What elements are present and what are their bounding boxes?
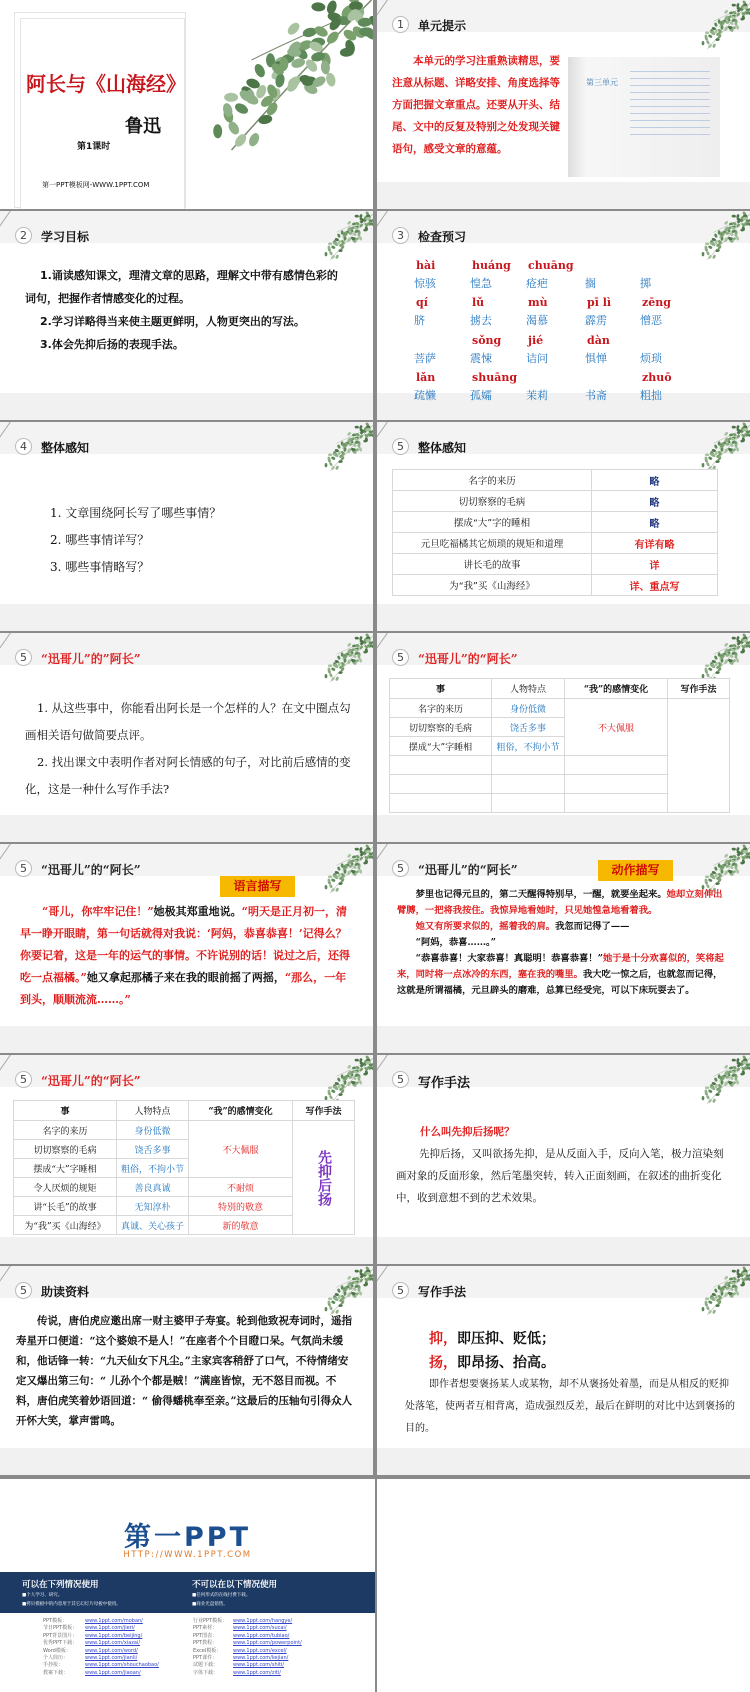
leaves-decoration (318, 422, 373, 477)
slide-heading: 写作手法 (418, 1285, 467, 1299)
trait-cell: 粗俗，不拘小节 (492, 737, 565, 756)
pinyin: qí (416, 296, 428, 309)
brand-url: HTTP://WWW.1PPT.COM (123, 1550, 252, 1560)
resource-link[interactable]: www.1ppt.com/jiaoan/ (85, 1669, 141, 1676)
leaves-decoration (318, 211, 373, 266)
trait-cell: 真诚、关心孩子 (117, 1216, 189, 1235)
link-row (43, 1625, 159, 1632)
link-label: PPT教程： (193, 1640, 218, 1647)
vocab-word: 惶急 (470, 277, 492, 290)
slide-writing-method-explained[interactable] (377, 1266, 750, 1475)
event-cell: 切切察察的毛病 (390, 718, 492, 737)
vocab-word: 粗拙 (640, 389, 662, 402)
trait-cell: 饶舌多事 (117, 1140, 189, 1159)
slide-heading: “迅哥儿”的“阿长” (41, 863, 141, 877)
event-cell: 为“我”买《山海经》 (393, 575, 592, 596)
table-row (393, 554, 718, 575)
resource-link[interactable]: www.1ppt.com/shouchaobao/ (85, 1662, 159, 1669)
yang-definition: 即昂扬、抬高。 (457, 1355, 555, 1371)
resource-link[interactable]: www.1ppt.com/hangye/ (233, 1618, 293, 1624)
resource-link[interactable]: www.1ppt.com/shiti/ (233, 1662, 285, 1669)
slide-overall-table[interactable] (377, 422, 750, 631)
slide-writing-method-definition[interactable] (377, 1055, 750, 1264)
link-label: 试题下载： (193, 1662, 219, 1669)
link-row (193, 1662, 302, 1669)
footer-band (377, 815, 750, 842)
feeling-cell: 不大佩服 (189, 1121, 293, 1178)
plain-text: 她又拿起那橘子来在我的眼前摇了两摇， (86, 971, 285, 984)
slide-heading: 助读资料 (41, 1285, 90, 1299)
vocab-word: 震悚 (470, 352, 492, 365)
section-number: 5 (15, 1282, 32, 1299)
footer-band (0, 815, 373, 842)
header-cell: 写作手法 (668, 679, 730, 699)
link-row (43, 1648, 159, 1655)
link-label: PPT素材： (193, 1625, 218, 1632)
usage-band (0, 1572, 375, 1613)
header-cell: 事 (14, 1101, 117, 1121)
unit-image (568, 57, 720, 177)
brand-logo: 第一PPT (124, 1522, 251, 1553)
slide-heading: 整体感知 (418, 441, 467, 455)
event-cell: 令人厌烦的规矩 (14, 1178, 117, 1197)
leaves-icon (695, 211, 750, 266)
unit-tip-text: 本单元的学习注重熟读精思，要注意从标题、详略安排、角度选择等方面把握文章重点。还要从开头、结尾、文中的反复及特别之处发现关键语句，感受文章的意蕴。 (392, 55, 560, 155)
character-table (13, 1100, 355, 1235)
vocab-word: 掳去 (470, 314, 492, 327)
slide-heading: “迅哥儿”的”阿长” (41, 652, 141, 666)
event-cell: 摆成“大”字睡相 (14, 1159, 117, 1178)
header-cell: 写作手法 (293, 1101, 355, 1121)
resource-link[interactable]: www.1ppt.com/powerpoint/ (233, 1640, 302, 1647)
excerpt-paragraph (397, 919, 727, 935)
highlighted-text: “哥儿，你牢牢记住！” (42, 905, 154, 918)
yi-keyword: 抑， (429, 1331, 457, 1347)
header-cell: 人物特点 (492, 679, 565, 699)
trait-cell: 粗俗，不拘小节 (117, 1159, 189, 1178)
section-number: 5 (392, 649, 409, 666)
vocab-word: 菩萨 (414, 352, 436, 365)
allowed-item: ■个人学习、研究。 (22, 1593, 63, 1598)
slide-title[interactable] (0, 0, 373, 209)
excerpt-paragraph (397, 887, 727, 919)
header-cell: 人物特点 (117, 1101, 189, 1121)
forbidden-title: 不可以在以下情况使用 (192, 1580, 278, 1590)
feeling-cell: 不耐烦 (189, 1178, 293, 1197)
vocab-word: 疮疤 (526, 277, 548, 290)
link-label: PPT图表： (193, 1632, 218, 1639)
footer-band (0, 604, 373, 631)
link-row (193, 1640, 302, 1647)
allowed-item: ■拷贝模板中的内容用于其它幻灯片母板中使用。 (22, 1602, 121, 1607)
slide-heading: 学习目标 (41, 230, 90, 244)
pinyin: lǎn (416, 371, 436, 384)
header-cell: “我”的感情变化 (565, 679, 668, 699)
section-number: 5 (15, 1071, 32, 1088)
link-row (43, 1640, 159, 1647)
leaves-decoration (190, 0, 373, 160)
yi-definition: 即压抑、贬低； (457, 1331, 555, 1347)
link-row (193, 1670, 302, 1677)
table-row (393, 470, 718, 491)
footer-band (377, 182, 750, 209)
link-row (43, 1662, 159, 1669)
resource-link[interactable]: www.1ppt.com/xiazai/ (85, 1640, 141, 1647)
slide-heading: “迅哥儿”的“阿长” (418, 652, 518, 666)
pinyin: huáng (472, 259, 511, 272)
pinyin: hài (416, 259, 436, 272)
highlighted-text: 她于是十分欢喜似的，笑将起来，同时将一点冰冷的东西，塞在我的嘴里。 (397, 953, 724, 980)
highlighted-text: “明天是正月初一，清早一睁开眼睛，第一句话就得对我说：‘阿妈，恭喜恭喜！’记得么？你要记着，这是一年的运气的事情。不许说别的话！说过之后，还得吃一点福橘。” (20, 905, 350, 984)
trait-cell: 身份低微 (492, 699, 565, 718)
leaves-decoration (695, 0, 750, 55)
detail-level-cell: 详 (592, 554, 718, 575)
slide-goals[interactable] (0, 211, 373, 420)
pinyin: dàn (587, 334, 610, 347)
pinyin: shuāng (472, 371, 518, 384)
footer-band (0, 1237, 373, 1264)
slide-unit-tips[interactable] (377, 0, 750, 209)
slide-language-description[interactable] (0, 844, 373, 1053)
trait-cell: 无知淳朴 (117, 1197, 189, 1216)
feeling-cell: 特别的敬意 (189, 1197, 293, 1216)
footer-site: 第一PPT模板网-WWW.1PPT.COM (42, 181, 150, 189)
vocab-word: 烦琐 (640, 352, 662, 365)
links-left (43, 1618, 159, 1677)
method-cell (668, 699, 730, 813)
leaves-icon (190, 0, 373, 160)
event-cell: 为“我”买《山海经》 (14, 1216, 117, 1235)
vocab-word: 疏懒 (414, 389, 436, 402)
resource-link[interactable]: www.1ppt.com/kejian/ (233, 1655, 289, 1662)
header-cell: “我”的感情变化 (189, 1101, 293, 1121)
event-cell: 名字的来历 (390, 699, 492, 718)
vocab-word: 渴慕 (526, 314, 548, 327)
detail-level-cell: 详、重点写 (592, 575, 718, 596)
section-number: 5 (392, 438, 409, 455)
link-row (193, 1625, 302, 1632)
vocab-word: 霹雳 (585, 314, 607, 327)
link-label: 个人简历： (43, 1655, 69, 1662)
section-number: 5 (392, 860, 409, 877)
question: 3. 哪些事情略写？ (50, 560, 150, 574)
footer-band (0, 1026, 373, 1053)
link-label: 字体下载： (193, 1669, 219, 1676)
empty-area (377, 1479, 750, 1692)
resource-link[interactable]: www.1ppt.com/excel/ (233, 1647, 287, 1654)
vocab-word: 脐 (414, 314, 425, 327)
slide-brand-end[interactable] (0, 1479, 375, 1692)
leaves-decoration (318, 633, 373, 688)
event-cell: 切切察察的毛病 (393, 491, 592, 512)
goal-item: 2.学习详略得当来使主题更鲜明，人物更突出的写法。 (40, 315, 305, 328)
footer-band (377, 1237, 750, 1264)
link-label: 教案下载： (43, 1669, 69, 1676)
section-number: 5 (15, 649, 32, 666)
highlighted-text: “那么，一年到头，顺顺流流……。” (20, 971, 347, 1006)
highlighted-text: 她又有所要求似的，摇着我的肩。 (415, 921, 556, 932)
question: 2. 哪些事情详写？ (50, 533, 150, 547)
table-row (393, 533, 718, 554)
section-number: 5 (392, 1282, 409, 1299)
resource-link[interactable]: www.1ppt.com/sucai/ (233, 1625, 287, 1632)
link-label: 手抄报： (43, 1662, 64, 1669)
plain-text: “恭喜恭喜！大家恭喜！真聪明！恭喜恭喜！” (415, 953, 603, 964)
section-number: 3 (392, 227, 409, 244)
section-number: 2 (15, 227, 32, 244)
link-label: 行业PPT模板： (193, 1618, 228, 1624)
vocab-word: 惊骇 (414, 277, 436, 290)
discussion-question: 2. 找出课文中表明作者对阿长情感的句子，对比前后感情的变化，这是一种什么写作手法? (25, 755, 351, 796)
lesson-title: 阿长与《山海经》 (26, 72, 186, 96)
pinyin: chuāng (528, 259, 574, 272)
vocab-word: 搁 (585, 277, 596, 290)
vocab-word: 憎恶 (640, 314, 662, 327)
excerpt-paragraph (397, 935, 727, 951)
footer-band (377, 1448, 750, 1475)
link-label: PPT模板： (43, 1618, 68, 1624)
vocab-word: 惧惮 (585, 352, 607, 365)
leaves-icon (695, 1266, 750, 1321)
method-explanation: 即作者想要褒扬某人或某物，却不从褒扬处着墨，而是从相反的贬抑处落笔，使两者互相背离，造成强烈反差，最后在鲜明的对比中达到褒扬的目的。 (405, 1379, 735, 1434)
plain-text: “阿妈，恭喜……。” (415, 937, 497, 948)
plain-text: 她极其郑重地说。 (153, 905, 242, 918)
character-table (389, 678, 730, 813)
unit-image-label: 第三单元 (586, 78, 618, 87)
method-cell: 先抑后扬 (293, 1121, 355, 1235)
leaves-icon (318, 422, 373, 477)
slide-character-table-full[interactable] (0, 1055, 373, 1264)
leaves-icon (695, 0, 750, 55)
language-description-badge: 语言描写 (220, 876, 295, 897)
link-label: PPT背景图片： (43, 1632, 78, 1639)
pinyin: mù (528, 296, 548, 309)
detail-level-cell: 略 (592, 512, 718, 533)
section-number: 1 (392, 16, 409, 33)
leaves-decoration (695, 1055, 750, 1110)
leaves-icon (695, 1055, 750, 1110)
table-row (393, 491, 718, 512)
event-cell: 切切察察的毛病 (14, 1140, 117, 1159)
discussion-question: 1. 从这些事中，你能看出阿长是一个怎样的人？在文中圈点勾画相关语句做简要点评。 (25, 701, 351, 742)
slide-character-table-partial[interactable] (377, 633, 750, 842)
footer-band (0, 1448, 373, 1475)
event-cell: 元旦吃福橘其它烦琐的规矩和道理 (393, 533, 592, 554)
event-cell: 摆成“大”字的睡相 (393, 512, 592, 533)
section-number: 5 (15, 860, 32, 877)
slide-heading: “迅哥儿”的“阿长” (41, 1074, 141, 1088)
link-label: Excel模板： (193, 1647, 222, 1654)
header-cell: 事 (390, 679, 492, 699)
link-row (193, 1648, 302, 1655)
section-number: 5 (392, 1071, 409, 1088)
vocab-word: 书斋 (585, 389, 607, 402)
resource-link[interactable]: www.1ppt.com/ziti/ (233, 1669, 281, 1676)
vocab-word: 孤孀 (470, 389, 492, 402)
slide-heading: “迅哥儿”的“阿长” (418, 863, 518, 877)
forbidden-item: ■商业光盘销售。 (192, 1602, 228, 1607)
slide-overall-questions[interactable] (0, 422, 373, 631)
vocab-word: 掷 (640, 277, 651, 290)
event-cell: 讲“长毛”的故事 (14, 1197, 117, 1216)
resource-link[interactable]: www.1ppt.com/word/ (85, 1647, 138, 1654)
method-definition: 先抑后扬，又叫欲扬先抑，是从反面入手，反向入笔，极力渲染刻画对象的反面形象，然后笔墨突转，转入正面刻画，在叙述的曲折变化中，收到意想不到的艺术效果。 (396, 1148, 724, 1204)
pinyin: lǔ (472, 296, 485, 309)
author: 鲁迅 (125, 116, 161, 137)
leaves-icon (318, 844, 373, 899)
goal-item: 3.体会先抑后扬的表现手法。 (40, 338, 184, 351)
reading-material-text: 传说，唐伯虎应邀出席一财主婆甲子寿宴。轮到他致祝寿词时，遥指寿星开口便道：“这个婆娘不是人！”在座者个个目瞪口呆。气氛尚未缓和，他话锋一转：“九天仙女下凡尘。”主家宾客稍舒了口气，不待情绪安定又爆出第三句：“ 儿孙个个都是贼！”满座皆惊，无不怒目而视。不料，唐伯虎笑着妙语回道：“ 偷得蟠桃奉至亲。”这最后的压轴句引得众人开怀大笑，掌声雷鸣。 (16, 1315, 352, 1427)
quote-paragraph (20, 901, 350, 1011)
resource-link[interactable]: www.1ppt.com/jianli/ (85, 1655, 138, 1662)
resource-link[interactable]: www.1ppt.com/moban/ (85, 1618, 143, 1624)
slide-heading: 单元提示 (418, 19, 467, 33)
vocab-word: 诘问 (526, 352, 548, 365)
slide-discussion[interactable] (0, 633, 373, 842)
resource-link[interactable]: www.1ppt.com/tubiao/ (233, 1632, 290, 1639)
link-label: 优秀PPT下载： (43, 1640, 78, 1647)
link-label: 节日PPT模板： (43, 1625, 78, 1632)
trait-cell: 善良真诚 (117, 1178, 189, 1197)
method-question: 什么叫先抑后扬呢？ (420, 1126, 515, 1138)
slide-heading: 检查预习 (418, 230, 467, 244)
detail-table (392, 469, 718, 596)
trait-cell: 身份低微 (117, 1121, 189, 1140)
section-number: 4 (15, 438, 32, 455)
leaves-icon (318, 211, 373, 266)
footer-band (377, 1026, 750, 1053)
pinyin: zhuō (642, 371, 672, 384)
plain-text: 我大吃一惊之后，也就忽而记得，这就是所谓福橘，元旦辟头的磨难，总算已经受完，可以下床玩耍去了。 (397, 969, 723, 996)
event-cell: 讲长毛的故事 (393, 554, 592, 575)
excerpt-paragraph (397, 951, 727, 999)
slide-heading: 写作手法 (418, 1076, 471, 1091)
pinyin: jié (528, 334, 544, 347)
detail-level-cell: 略 (592, 470, 718, 491)
event-cell: 摆成“大”字睡相 (390, 737, 492, 756)
link-row (43, 1670, 159, 1677)
slide-heading: 整体感知 (41, 441, 90, 455)
slide-reading-material[interactable] (0, 1266, 373, 1475)
resource-link[interactable]: www.1ppt.com/beijing/ (85, 1632, 143, 1639)
plain-text: 梦里也记得元旦的，第二天醒得特别早，一醒，就要坐起来。 (415, 889, 667, 900)
leaves-icon (318, 633, 373, 688)
leaves-decoration (695, 211, 750, 266)
feeling-cell: 新的敬意 (189, 1216, 293, 1235)
footer-band (377, 604, 750, 631)
detail-level-cell: 略 (592, 491, 718, 512)
leaves-decoration (318, 844, 373, 899)
lesson-number: 第1课时 (77, 142, 111, 152)
vocab-word: 茉莉 (526, 389, 548, 402)
pinyin: pī lì (587, 296, 612, 309)
links-right (193, 1618, 302, 1677)
event-cell: 名字的来历 (14, 1121, 117, 1140)
slide-action-description[interactable] (377, 844, 750, 1053)
question: 1. 文章围绕阿长写了哪些事情？ (50, 506, 222, 520)
pinyin: sǒng (472, 334, 502, 347)
slide-preview-check[interactable] (377, 211, 750, 420)
table-row (393, 575, 718, 596)
event-cell: 名字的来历 (393, 470, 592, 491)
detail-level-cell: 有详有略 (592, 533, 718, 554)
footer-band (0, 393, 373, 420)
resource-link[interactable]: www.1ppt.com/jieri/ (85, 1625, 135, 1632)
leaves-decoration (695, 1266, 750, 1321)
link-label: PPT课件： (193, 1655, 218, 1662)
highlighted-text: 她却立刻伸出臂膊，一把将我按住。我惊异地看她时，只见她惶急地看着我。 (397, 889, 723, 916)
unit-image-text-lines (630, 71, 710, 141)
pinyin: zēng (642, 296, 671, 309)
yang-keyword: 扬， (429, 1355, 457, 1371)
goal-item: 1.诵读感知课文，理清文章的思路，理解文中带有感情色彩的词句，把握作者情感变化的过程。 (25, 269, 338, 305)
plain-text: 我忽而记得了—— (555, 921, 630, 932)
feeling-cell: 不大佩服 (565, 699, 668, 756)
trait-cell: 饶舌多事 (492, 718, 565, 737)
forbidden-item: ■任何形式的在线付费下载。 (192, 1593, 251, 1598)
allowed-title: 可以在下列情况使用 (22, 1580, 99, 1590)
link-label: Word模板： (43, 1647, 71, 1654)
action-description-badge: 动作描写 (598, 860, 673, 881)
table-row (393, 512, 718, 533)
